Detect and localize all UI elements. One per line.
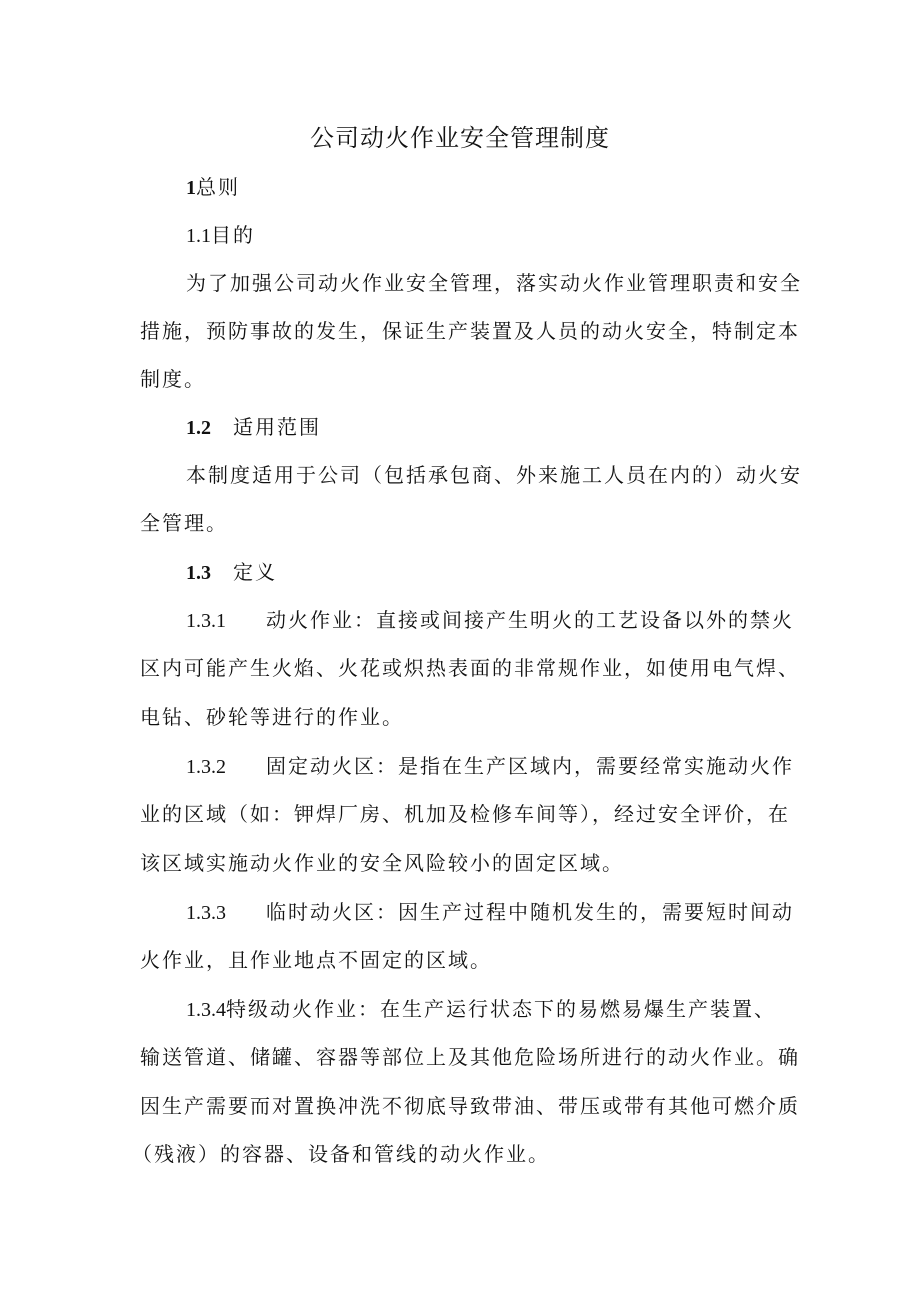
section-1-2-heading xyxy=(186,412,800,443)
definition-text: 固定动火区：是指在生产区域内，需要经常实施动火作 xyxy=(266,754,794,778)
paragraph-line: 制度。 xyxy=(140,367,206,391)
definition-line: 因生产需要而对置换冲洗不彻底导致带油、带压或带有其他可燃介质 xyxy=(140,1094,800,1118)
section-title: 适用范围 xyxy=(233,415,321,439)
definition-line: 业的区域（如：钾焊厂房、机加及检修车间等），经过安全评价，在 xyxy=(140,802,790,826)
definition-text: 临时动火区：因生产过程中随机发生的，需要短时间动 xyxy=(266,900,794,924)
definition-number: 1.3.3 xyxy=(186,902,226,924)
paragraph-line: 为了加强公司动火作业安全管理，落实动火作业管理职责和安全 xyxy=(186,271,802,295)
document-title: 公司动火作业安全管理制度 xyxy=(310,124,610,152)
section-title: 总则 xyxy=(196,175,240,199)
definition-line: 该区域实施动火作业的安全风险较小的固定区域。 xyxy=(140,851,624,875)
section-number: 1 xyxy=(186,177,196,199)
paragraph-line: 措施，预防事故的发生，保证生产装置及人员的动火安全，特制定本 xyxy=(140,319,800,343)
section-1-heading xyxy=(186,172,800,203)
section-title: 定义 xyxy=(233,560,277,584)
definition-number: 1.3.1 xyxy=(186,610,226,632)
section-title: 目的 xyxy=(211,223,255,247)
definition-line xyxy=(186,751,800,782)
paragraph-line: 本制度适用于公司（包括承包商、外来施工人员在内的）动火安 xyxy=(186,463,802,487)
definition-line: 电钻、砂轮等进行的作业。 xyxy=(140,705,404,729)
definition-line: 输送管道、储罐、容器等部位上及其他危险场所进行的动火作业。确 xyxy=(140,1045,800,1069)
definition-line xyxy=(186,994,800,1025)
definition-line xyxy=(186,897,800,928)
definition-text: 动火作业：直接或间接产生明火的工艺设备以外的禁火 xyxy=(266,608,794,632)
definition-line: （残液）的容器、设备和管线的动火作业。 xyxy=(132,1142,550,1166)
section-1-1-heading xyxy=(186,220,800,251)
definition-line xyxy=(186,605,800,636)
section-1-3-heading xyxy=(186,557,800,588)
definition-text: 特级动火作业：在生产运行状态下的易燃易爆生产装置、 xyxy=(226,997,776,1021)
section-number: 1.1 xyxy=(186,225,211,247)
definition-line: 火作业，且作业地点不固定的区域。 xyxy=(140,948,492,972)
definition-line: 区内可能产生火焰、火花或炽热表面的非常规作业，如使用电气焊、 xyxy=(140,656,800,680)
section-number: 1.2 xyxy=(186,417,211,439)
definition-number: 1.3.4 xyxy=(186,999,226,1021)
paragraph-line: 全管理。 xyxy=(140,511,228,535)
definition-number: 1.3.2 xyxy=(186,756,226,778)
section-number: 1.3 xyxy=(186,562,211,584)
